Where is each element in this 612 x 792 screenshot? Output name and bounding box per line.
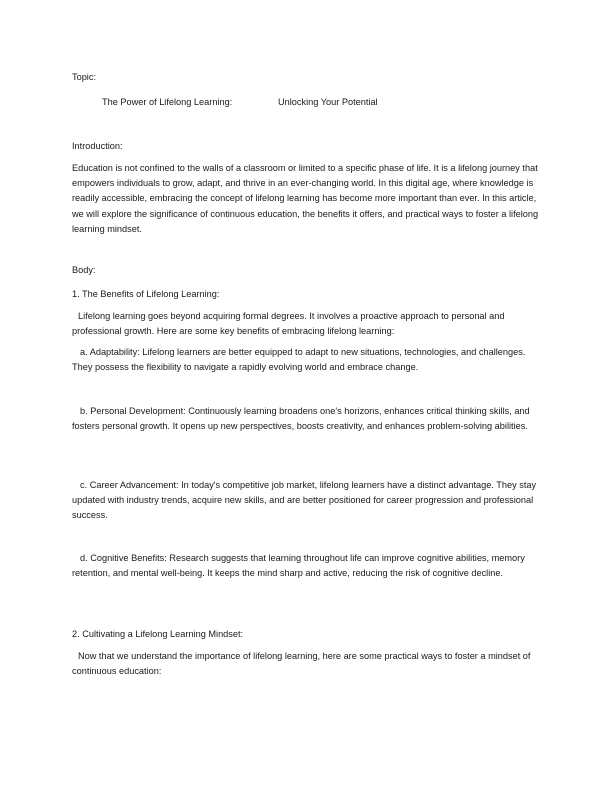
- section-1-intro-paragraph: Lifelong learning goes beyond acquiring formal degrees. It involves a proactive approach to personal and professional growth. Here are some key benefits of embracing lifelong learning:: [72, 311, 505, 337]
- benefit-career-advancement-paragraph: c. Career Advancement: In today's competitive job market, lifelong learners have a distinct advantage. They stay updated with industry trends, acquire new skills, and are better positioned for career progression and professional success.: [72, 480, 537, 521]
- benefit-personal-development-paragraph: b. Personal Development: Continuously learning broadens one's horizons, enhances critical thinking skills, and fosters personal growth. It opens up new perspectives, boosts creativity, and enhances problem-solving abilities.: [72, 406, 530, 432]
- benefit-adaptability-paragraph: a. Adaptability: Lifelong learners are better equipped to adapt to new situations, technologies, and challenges. They possess the flexibility to navigate a rapidly evolving world and embrace change.: [72, 347, 526, 373]
- title-part-1: The Power of Lifelong Learning:: [102, 97, 233, 107]
- topic-label: Topic:: [72, 72, 96, 82]
- introduction-heading: Introduction:: [72, 141, 123, 151]
- section-2-intro-paragraph: Now that we understand the importance of lifelong learning, here are some practical ways to foster a mindset of continuous education:: [72, 651, 531, 677]
- body-heading: Body:: [72, 265, 96, 275]
- section-1-heading: 1. The Benefits of Lifelong Learning:: [72, 289, 220, 299]
- title-part-2: Unlocking Your Potential: [278, 97, 378, 107]
- benefit-cognitive-paragraph: d. Cognitive Benefits: Research suggests that learning throughout life can improve cognitive abilities, memory retention, and mental well-being. It keeps the mind sharp and active, reducing the risk of cognitive decline.: [72, 553, 525, 579]
- section-2-heading: 2. Cultivating a Lifelong Learning Mindset:: [72, 629, 244, 639]
- introduction-paragraph: Education is not confined to the walls of a classroom or limited to a specific phase of life. It is a lifelong journey that empowers individuals to grow, adapt, and thrive in an ever-changing world. In this digital age, where knowledge is readily accessible, embracing the concept of lifelong learning has become more important than ever. In this article, we will explore the significance of continuous education, the benefits it offers, and practical ways to foster a lifelong learning mindset.: [72, 163, 539, 234]
